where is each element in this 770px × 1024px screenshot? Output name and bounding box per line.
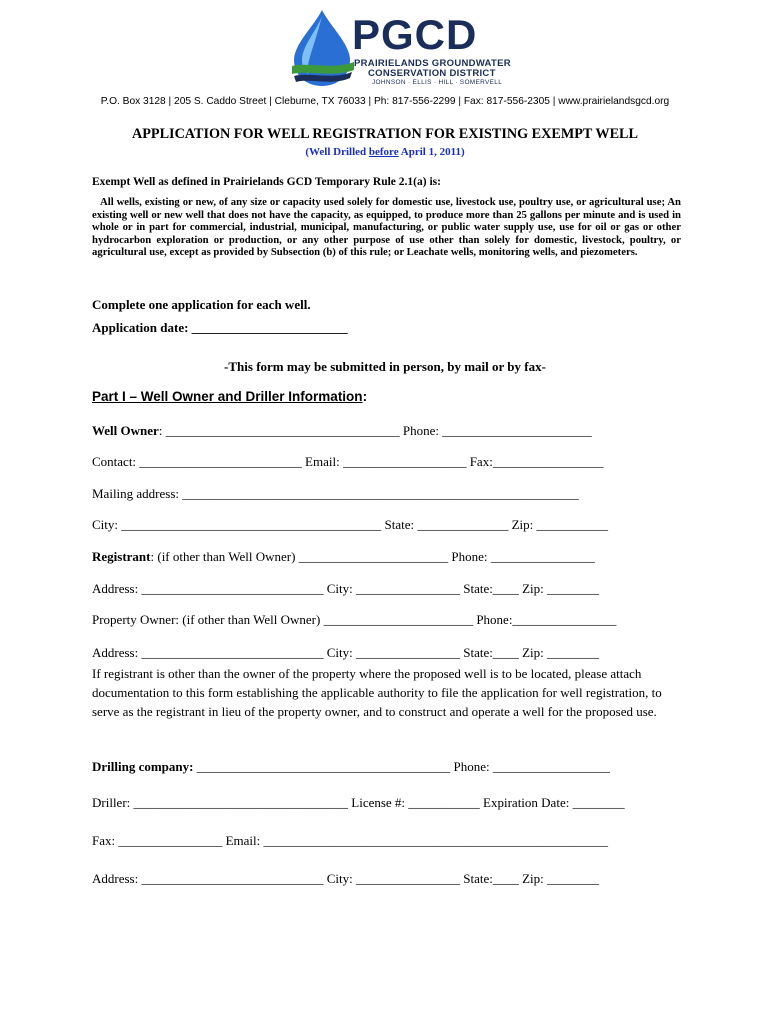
drilling-company-label: Drilling company: <box>92 759 194 774</box>
submission-note: -This form may be submitted in person, by mail or by fax- <box>224 359 546 374</box>
driller-address-row[interactable]: Address: ____________________________ City: ________________ State:____ Zip: ________ <box>92 871 599 886</box>
definition-heading: Exempt Well as defined in Prairielands GCD Temporary Rule 2.1(a) is: <box>92 176 441 188</box>
complete-one-note: Complete one application for each well. <box>92 297 311 312</box>
page-subtitle <box>0 146 770 158</box>
contact-address-line: P.O. Box 3128 | 205 S. Caddo Street | Cleburne, TX 76033 | Ph: 817-556-2299 | Fax: 817-556-2305 | www.prairielandsgcd.org <box>100 96 670 107</box>
application-date-field[interactable]: Application date: ________________________ <box>92 320 348 335</box>
fax-email-row[interactable]: Fax: ________________ Email: _____________________________________________________ <box>92 833 609 848</box>
registrant-address-row[interactable]: Address: ____________________________ City: ________________ State:____ Zip: ________ <box>92 581 599 596</box>
registrant-note: If registrant is other than the owner of the property where the proposed well is to be located, please attach documentation to this form establishing the applicable authority to file the application for well registration, to serve as the registrant in lieu of the property owner, and to construct and operate a well for the proposed use. <box>92 666 662 719</box>
page-title: APPLICATION FOR WELL REGISTRATION FOR EXISTING EXEMPT WELL <box>132 126 638 142</box>
subtitle-pre: (Well Drilled <box>305 146 369 158</box>
property-address-row[interactable]: Address: ____________________________ City: ________________ State:____ Zip: ________ <box>92 645 599 660</box>
subtitle-emphasis: before <box>368 146 399 158</box>
well-owner-label: Well Owner <box>92 423 159 438</box>
well-owner-row[interactable] <box>92 423 592 439</box>
contact-row[interactable]: Contact: _________________________ Email: ___________________ Fax:_________________ <box>92 454 604 469</box>
logo-line-3: JOHNSON · ELLIS · HILL · SOMERVELL <box>372 79 503 86</box>
logo-line-1: PRAIRIELANDS GROUNDWATER <box>354 58 511 69</box>
mailing-address-row[interactable]: Mailing address: _____________________________________________________________ <box>92 486 579 501</box>
property-owner-row[interactable]: Property Owner: (if other than Well Owner) _______________________ Phone:________________ <box>92 612 617 627</box>
registrant-label: Registrant <box>92 549 151 564</box>
part1-heading <box>92 389 367 404</box>
drilling-company-fields[interactable]: _______________________________________ Phone: __________________ <box>193 759 610 774</box>
drilling-company-row[interactable] <box>92 759 610 775</box>
registrant-row[interactable] <box>92 549 595 565</box>
pgcd-logo <box>288 8 518 88</box>
water-drop-logo-icon <box>288 8 356 88</box>
definition-text: All wells, existing or new, of any size or capacity used solely for domestic use, livestock use, poultry use, or agricultural use; An existing well or new well that does not have the capacity, as equipped, to produce more than 25 gallons per minute and is used in whole or in part for commercial, industrial, municipal, manufacturing, or public water supply use, use for oil or gas or other hydrocarbon exploration or production, or any other purpose of use other than solely for domestic, livestock, poultry, or agricultural use, except as provided by Subsection (b) of this rule; or Leachate wells, monitoring wells, and piezometers. <box>92 196 681 258</box>
well-owner-fields[interactable]: : ____________________________________ Phone: _______________________ <box>158 423 592 438</box>
city-state-zip-row[interactable]: City: ________________________________________ State: ______________ Zip: ___________ <box>92 517 609 532</box>
part1-heading-text: Part I – Well Owner and Driller Information <box>92 389 363 404</box>
subtitle-post: April 1, 2011) <box>398 146 465 158</box>
logo-line-2: CONSERVATION DISTRICT <box>368 68 496 79</box>
driller-row[interactable]: Driller: _________________________________ License #: ___________ Expiration Date: ________ <box>92 795 625 810</box>
part1-colon: : <box>362 389 368 404</box>
logo-title: PGCD <box>352 11 478 58</box>
registrant-fields[interactable]: : (if other than Well Owner) _______________________ Phone: ________________ <box>150 549 595 564</box>
definition-body <box>92 196 681 259</box>
